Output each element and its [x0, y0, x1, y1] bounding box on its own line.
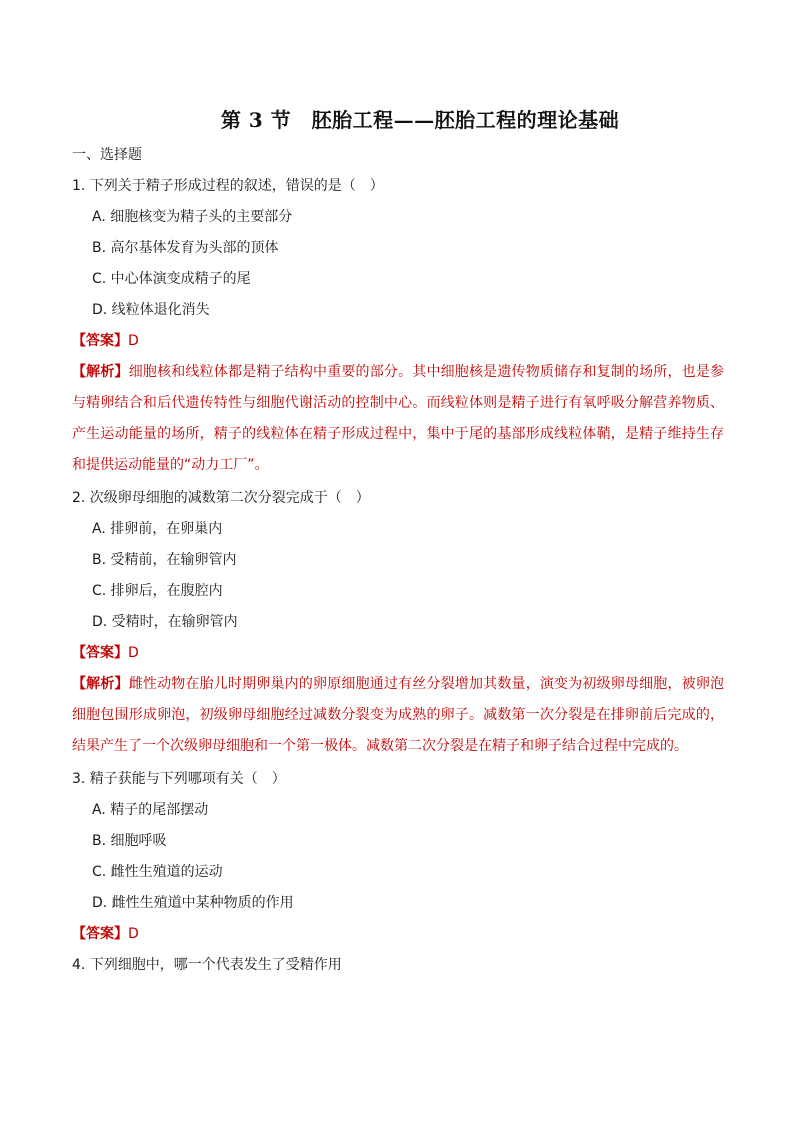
- question-2-option-b: B. 受精前，在输卵管内: [92, 552, 237, 568]
- answer-value: D: [128, 645, 139, 661]
- question-1-option-b: B. 高尔基体发育为头部的顶体: [92, 240, 279, 256]
- question-3-option-a: A. 精子的尾部摆动: [92, 802, 209, 818]
- answer-value: D: [128, 926, 139, 942]
- answer-label: 【答案】: [72, 645, 128, 661]
- answer-label: 【答案】: [72, 333, 128, 349]
- section-heading: 一、选择题: [72, 147, 142, 163]
- question-3-stem: 3. 精子获能与下列哪项有关（ ）: [72, 771, 286, 787]
- question-1-option-c: C. 中心体演变成精子的尾: [92, 271, 251, 287]
- question-2-analysis: [72, 669, 724, 762]
- analysis-label: 【解析】: [72, 364, 129, 380]
- question-1-option-d: D. 线粒体退化消失: [92, 302, 210, 318]
- question-1-option-a: A. 细胞核变为精子头的主要部分: [92, 209, 293, 225]
- analysis-label: 【解析】: [72, 676, 129, 692]
- page-title: 第 3 节 胚胎工程——胚胎工程的理论基础: [220, 108, 620, 132]
- question-3-option-d: D. 雌性生殖道中某种物质的作用: [92, 895, 294, 911]
- question-4-stem: 4. 下列细胞中，哪一个代表发生了受精作用: [72, 957, 342, 973]
- question-2-stem: 2. 次级卵母细胞的减数第二次分裂完成于（ ）: [72, 490, 370, 506]
- question-2-answer: [72, 643, 139, 663]
- question-3-answer: [72, 924, 139, 944]
- question-3-option-c: C. 雌性生殖道的运动: [92, 864, 223, 880]
- analysis-text: 雌性动物在胎儿时期卵巢内的卵原细胞通过有丝分裂增加其数量，演变为初级卵母细胞，被卵泡细胞包围形成卵泡，初级卵母细胞经过减数分裂变为成熟的卵子。减数第一次分裂是在排卵前后完成的，结果产生了一个次级卵母细胞和一个第一极体。减数第二次分裂是在精子和卵子结合过程中完成的。: [72, 676, 725, 754]
- analysis-text: 细胞核和线粒体都是精子结构中重要的部分。其中细胞核是遗传物质储存和复制的场所，也是参与精卵结合和后代遗传特性与细胞代谢活动的控制中心。而线粒体则是精子进行有氧呼吸分解营养物质、产生运动能量的场所，精子的线粒体在精子形成过程中，集中于尾的基部形成线粒体鞘，是精子维持生存和提供运动能量的“动力工厂”。: [72, 364, 725, 473]
- question-1-stem: 1. 下列关于精子形成过程的叙述，错误的是（ ）: [72, 178, 384, 194]
- question-3-option-b: B. 细胞呼吸: [92, 833, 167, 849]
- answer-value: D: [128, 333, 139, 349]
- question-2-option-d: D. 受精时，在输卵管内: [92, 614, 238, 630]
- question-1-analysis: [72, 357, 724, 481]
- question-1-answer: [72, 331, 139, 351]
- question-2-option-a: A. 排卵前，在卵巢内: [92, 521, 223, 537]
- answer-label: 【答案】: [72, 926, 128, 942]
- question-2-option-c: C. 排卵后，在腹腔内: [92, 583, 223, 599]
